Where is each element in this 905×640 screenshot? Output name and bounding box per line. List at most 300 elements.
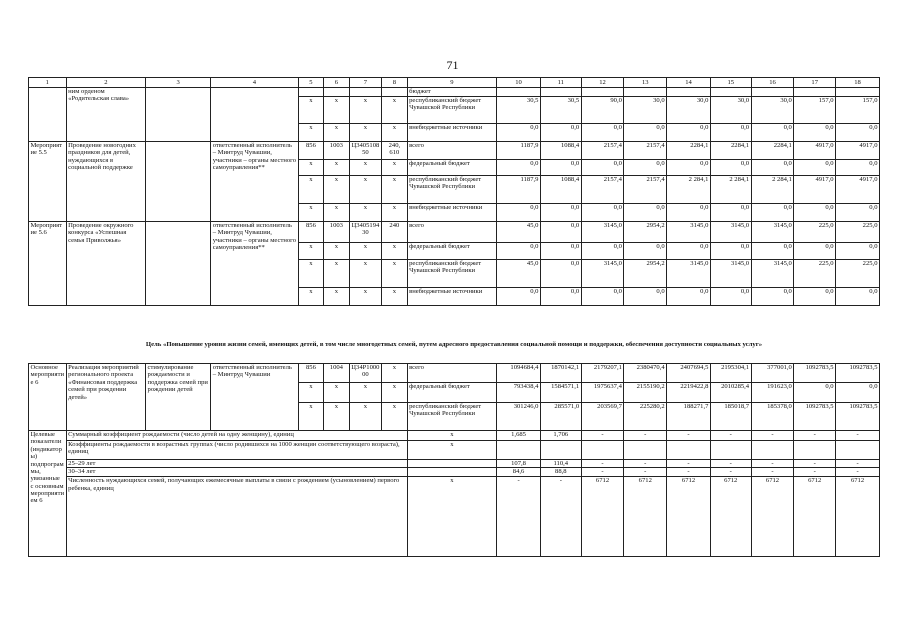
indicator-value-cell: 107,8 <box>497 460 541 468</box>
header-cell: 9 <box>407 78 497 88</box>
indicator-value-cell: - <box>710 431 751 441</box>
value-cell: 0,0 <box>497 204 541 222</box>
value-cell: 90,0 <box>581 97 624 124</box>
indicator-value-cell: - <box>710 460 751 468</box>
header-cell: 7 <box>349 78 382 88</box>
indicator-value-cell: - <box>540 477 581 557</box>
value-cell: 2155190,2 <box>624 383 667 403</box>
value-cell: 0,0 <box>540 124 581 142</box>
budget-table <box>28 77 880 306</box>
section-code-cell <box>324 88 349 97</box>
section-code-cell: 1004 <box>324 364 349 383</box>
funding-source-cell: федеральный бюджет <box>407 383 497 403</box>
value-cell: 45,0 <box>497 222 541 243</box>
indicator-value-cell: 6712 <box>581 477 624 557</box>
section-code-cell: 1003 <box>324 142 349 160</box>
value-cell: 30,0 <box>751 97 794 124</box>
indicator-value-cell <box>751 441 794 460</box>
funding-source-cell: федеральный бюджет <box>407 160 497 176</box>
header-cell: 1 <box>29 78 67 88</box>
value-cell: 0,0 <box>751 288 794 306</box>
measure-id-cell: Мероприятие 5.5 <box>29 142 67 222</box>
value-cell: 30,0 <box>624 97 667 124</box>
value-cell: 0,0 <box>540 260 581 288</box>
value-cell: 2157,4 <box>624 142 667 160</box>
target-article-cell: x <box>349 124 382 142</box>
target-article-cell: x <box>349 243 382 260</box>
value-cell: 225,0 <box>794 260 836 288</box>
indicator-value-cell <box>540 441 581 460</box>
value-cell: 0,0 <box>751 243 794 260</box>
indicator-value-cell: - <box>581 460 624 468</box>
value-cell: 2157,4 <box>581 176 624 204</box>
indicator-value-cell: - <box>624 460 667 468</box>
value-cell: 203569,7 <box>581 403 624 431</box>
page-number: 71 <box>446 58 459 72</box>
continued-section <box>29 88 880 142</box>
value-cell: 0,0 <box>581 204 624 222</box>
value-cell: 2 284,1 <box>710 176 751 204</box>
target-article-cell: x <box>349 383 382 403</box>
value-cell: 1975637,4 <box>581 383 624 403</box>
target-article-cell: x <box>349 176 382 204</box>
expense-group-cell: 240 <box>382 222 407 243</box>
header-cell: 10 <box>497 78 541 88</box>
indicator-value-cell: 6712 <box>624 477 667 557</box>
indicator-value-cell <box>497 441 541 460</box>
value-cell: 2954,2 <box>624 260 667 288</box>
header-cell: 15 <box>710 78 751 88</box>
section-code-cell: x <box>324 403 349 431</box>
value-cell: 0,0 <box>794 288 836 306</box>
expense-group-cell: x <box>382 260 407 288</box>
indicator-value-cell: - <box>794 460 836 468</box>
value-cell: 3145,0 <box>710 260 751 288</box>
funding-source-cell: бюджет <box>407 88 497 97</box>
value-cell: 2284,1 <box>710 142 751 160</box>
value-cell <box>667 88 711 97</box>
value-cell: 0,0 <box>710 243 751 260</box>
header-cell: 8 <box>382 78 407 88</box>
value-cell: 1092783,5 <box>836 403 880 431</box>
indicator-value-cell <box>581 441 624 460</box>
indicator-value-cell <box>667 441 711 460</box>
measure-5-5-section <box>29 142 880 222</box>
table-row <box>29 222 880 243</box>
value-cell: 3145,0 <box>581 260 624 288</box>
value-cell: 4917,0 <box>794 142 836 160</box>
indicator-value-cell: 6712 <box>751 477 794 557</box>
grbs-cell: 856 <box>298 222 323 243</box>
value-cell: 3145,0 <box>667 222 711 243</box>
expense-group-cell: x <box>382 160 407 176</box>
value-cell: 157,0 <box>794 97 836 124</box>
grbs-cell: x <box>298 176 323 204</box>
executor-cell: ответственный исполнитель – Минтруд Чувашии, участники – органы местного самоуправления** <box>211 222 299 306</box>
target-article-cell: x <box>349 160 382 176</box>
value-cell: 0,0 <box>794 383 836 403</box>
table-row <box>29 441 880 460</box>
header-cell: 12 <box>581 78 624 88</box>
value-cell: 0,0 <box>667 204 711 222</box>
value-cell: 0,0 <box>624 204 667 222</box>
value-cell: 1584571,1 <box>540 383 581 403</box>
goal-heading: Цель «Повышение уровня жизни семей, имеющих детей, в том числе многодетных семей, путем адресного предоставления социальной помощи и поддержки, обеспечения доступности социальных услуг» <box>145 341 763 348</box>
expense-group-cell: x <box>382 204 407 222</box>
value-cell: 0,0 <box>836 160 880 176</box>
grbs-cell <box>298 88 323 97</box>
measure-id-cell <box>29 88 67 142</box>
indicator-value-cell: - <box>836 468 880 477</box>
value-cell: 2179207,1 <box>581 364 624 383</box>
value-cell: 0,0 <box>667 288 711 306</box>
expense-group-cell: x <box>382 364 407 383</box>
section-code-cell: x <box>324 176 349 204</box>
target-article-cell <box>349 88 382 97</box>
grbs-cell: 856 <box>298 364 323 383</box>
value-cell: 0,0 <box>667 124 711 142</box>
header-cell: 2 <box>66 78 145 88</box>
value-cell: 2157,4 <box>581 142 624 160</box>
value-cell: 45,0 <box>497 260 541 288</box>
header-cell: 14 <box>667 78 711 88</box>
expense-group-cell: x <box>382 124 407 142</box>
main-measure-table <box>28 363 880 557</box>
indicator-value-cell: 6712 <box>794 477 836 557</box>
value-cell: 377001,0 <box>751 364 794 383</box>
value-cell: 2195304,1 <box>710 364 751 383</box>
value-cell: 2 284,1 <box>751 176 794 204</box>
indicator-value-cell: - <box>581 431 624 441</box>
value-cell <box>751 88 794 97</box>
value-cell: 3145,0 <box>667 260 711 288</box>
section-code-cell: x <box>324 243 349 260</box>
value-cell: 3145,0 <box>581 222 624 243</box>
indicator-name-cell: Суммарный коэффициент рождаемости (число детей на одну женщину), единиц <box>66 431 407 441</box>
header-cell: 18 <box>836 78 880 88</box>
funding-source-cell: внебюджетные источники <box>407 124 497 142</box>
indicator-value-cell: - <box>624 431 667 441</box>
indicator-x-cell: x <box>407 441 497 460</box>
value-cell: 191623,0 <box>751 383 794 403</box>
value-cell <box>497 88 541 97</box>
section-code-cell: 1003 <box>324 222 349 243</box>
expense-group-cell: x <box>382 403 407 431</box>
funding-source-cell: внебюджетные источники <box>407 288 497 306</box>
expense-group-cell: 240, 610 <box>382 142 407 160</box>
indicator-value-cell: 6712 <box>710 477 751 557</box>
target-article-cell: Ц340510850 <box>349 142 382 160</box>
section-code-cell: x <box>324 124 349 142</box>
target-indicators-section <box>29 431 880 557</box>
executor-cell: ответственный исполнитель – Минтруд Чувашии <box>211 364 299 431</box>
measure-name-cell: Проведение окружного конкурса «Успешная семья Приволжья» <box>66 222 145 306</box>
indicator-value-cell: - <box>624 468 667 477</box>
target-article-cell: Ц34Р100000 <box>349 364 382 383</box>
header-cell: 17 <box>794 78 836 88</box>
value-cell: 2219422,8 <box>667 383 711 403</box>
value-cell: 0,0 <box>710 160 751 176</box>
executor-cell: ответственный исполнитель – Минтруд Чувашии, участники – органы местного самоуправления** <box>211 142 299 222</box>
value-cell: 1088,4 <box>540 176 581 204</box>
target-article-cell: x <box>349 260 382 288</box>
header-cell: 3 <box>146 78 211 88</box>
value-cell: 285571,0 <box>540 403 581 431</box>
indicator-value-cell: - <box>751 468 794 477</box>
value-cell: 1187,9 <box>497 142 541 160</box>
value-cell: 0,0 <box>540 222 581 243</box>
value-cell: 0,0 <box>836 243 880 260</box>
value-cell: 225280,2 <box>624 403 667 431</box>
value-cell: 188271,7 <box>667 403 711 431</box>
value-cell: 0,0 <box>581 288 624 306</box>
funding-source-cell: федеральный бюджет <box>407 243 497 260</box>
value-cell: 0,0 <box>710 204 751 222</box>
funding-source-cell: республиканский бюджет Чувашской Республики <box>407 260 497 288</box>
header-cell: 4 <box>211 78 299 88</box>
header-cell: 16 <box>751 78 794 88</box>
value-cell: 0,0 <box>836 288 880 306</box>
header-cell: 11 <box>540 78 581 88</box>
value-cell: 2284,1 <box>751 142 794 160</box>
value-cell: 0,0 <box>710 124 751 142</box>
value-cell: 1092783,5 <box>836 364 880 383</box>
value-cell: 225,0 <box>794 222 836 243</box>
indicators-label-cell: Целевые показатели (индикаторы) подпрограммы, увязанные с основным мероприятием 6 <box>29 431 67 557</box>
value-cell: 30,0 <box>710 97 751 124</box>
table-row <box>29 460 880 468</box>
value-cell: 30,5 <box>540 97 581 124</box>
value-cell: 1187,9 <box>497 176 541 204</box>
target-article-cell: x <box>349 288 382 306</box>
indicator-value-cell: 84,6 <box>497 468 541 477</box>
indicator-value-cell: - <box>836 431 880 441</box>
grbs-cell: x <box>298 383 323 403</box>
purpose-cell <box>146 142 211 222</box>
measure-name-cell: Проведение новогодних праздников для детей, нуждающихся в социальной поддержке <box>66 142 145 222</box>
value-cell: 0,0 <box>624 288 667 306</box>
indicator-value-cell: - <box>751 460 794 468</box>
value-cell: 0,0 <box>497 288 541 306</box>
value-cell: 0,0 <box>794 160 836 176</box>
expense-group-cell: x <box>382 97 407 124</box>
indicator-value-cell: 1,706 <box>540 431 581 441</box>
value-cell: 0,0 <box>581 124 624 142</box>
value-cell <box>710 88 751 97</box>
table-row <box>29 364 880 383</box>
value-cell: 0,0 <box>581 243 624 260</box>
target-article-cell: x <box>349 97 382 124</box>
value-cell <box>794 88 836 97</box>
indicator-value-cell: 1,685 <box>497 431 541 441</box>
value-cell: 0,0 <box>497 124 541 142</box>
grbs-cell: x <box>298 260 323 288</box>
value-cell: 2 284,1 <box>667 176 711 204</box>
expense-group-cell: x <box>382 243 407 260</box>
indicator-value-cell: - <box>751 431 794 441</box>
value-cell: 2407694,5 <box>667 364 711 383</box>
indicator-value-cell: - <box>667 431 711 441</box>
indicator-name-cell: 30–34 лет <box>66 468 407 477</box>
value-cell: 3145,0 <box>751 260 794 288</box>
table-row <box>29 431 880 441</box>
header-cell: 6 <box>324 78 349 88</box>
value-cell: 0,0 <box>667 243 711 260</box>
expense-group-cell: x <box>382 176 407 204</box>
grbs-cell: x <box>298 288 323 306</box>
funding-source-cell: всего <box>407 222 497 243</box>
indicator-value-cell <box>710 441 751 460</box>
value-cell: 2380470,4 <box>624 364 667 383</box>
grbs-cell: x <box>298 97 323 124</box>
value-cell: 0,0 <box>497 243 541 260</box>
value-cell: 0,0 <box>794 243 836 260</box>
value-cell: 1092783,5 <box>794 403 836 431</box>
value-cell: 1870142,1 <box>540 364 581 383</box>
value-cell: 0,0 <box>540 243 581 260</box>
funding-source-cell: всего <box>407 364 497 383</box>
value-cell: 793438,4 <box>497 383 541 403</box>
value-cell: 185378,0 <box>751 403 794 431</box>
indicator-value-cell: 88,8 <box>540 468 581 477</box>
value-cell: 0,0 <box>751 160 794 176</box>
funding-source-cell: внебюджетные источники <box>407 204 497 222</box>
section-code-cell: x <box>324 204 349 222</box>
grbs-cell: x <box>298 204 323 222</box>
purpose-cell: стимулирование рождаемости и поддержка семей при рождении детей <box>146 364 211 431</box>
indicator-name-cell: Коэффициенты рождаемости в возрастных группах (число родившихся на 1000 женщин соответствующего возраста), единиц <box>66 441 407 460</box>
indicator-value-cell: 6712 <box>836 477 880 557</box>
measure-5-6-section <box>29 222 880 306</box>
value-cell <box>836 88 880 97</box>
value-cell: 4917,0 <box>836 142 880 160</box>
header-cell: 5 <box>298 78 323 88</box>
grbs-cell: x <box>298 243 323 260</box>
indicator-value-cell: - <box>794 468 836 477</box>
grbs-cell: x <box>298 124 323 142</box>
value-cell: 301246,0 <box>497 403 541 431</box>
indicator-name-cell: Численность нуждающихся семей, получающих ежемесячные выплаты в связи с рождением (усыновлением) первого ребенка, единиц <box>66 477 407 557</box>
indicator-value-cell <box>836 441 880 460</box>
value-cell: 1094684,4 <box>497 364 541 383</box>
purpose-cell <box>146 88 211 142</box>
section-code-cell: x <box>324 260 349 288</box>
value-cell: 0,0 <box>624 243 667 260</box>
value-cell: 0,0 <box>794 204 836 222</box>
indicator-value-cell: 6712 <box>667 477 711 557</box>
purpose-cell <box>146 222 211 306</box>
value-cell: 0,0 <box>540 160 581 176</box>
value-cell: 0,0 <box>710 288 751 306</box>
value-cell: 0,0 <box>540 204 581 222</box>
value-cell: 1088,4 <box>540 142 581 160</box>
indicator-x-cell <box>407 460 497 468</box>
value-cell: 0,0 <box>751 204 794 222</box>
indicator-x-cell: x <box>407 431 497 441</box>
value-cell: 225,0 <box>836 222 880 243</box>
value-cell: 2157,4 <box>624 176 667 204</box>
indicator-value-cell: - <box>710 468 751 477</box>
section-code-cell: x <box>324 97 349 124</box>
value-cell: 0,0 <box>836 124 880 142</box>
indicator-value-cell: - <box>581 468 624 477</box>
value-cell <box>540 88 581 97</box>
section-code-cell: x <box>324 383 349 403</box>
funding-source-cell: всего <box>407 142 497 160</box>
table-row <box>29 88 880 97</box>
value-cell: 0,0 <box>836 383 880 403</box>
target-article-cell: Ц340519430 <box>349 222 382 243</box>
indicator-x-cell <box>407 468 497 477</box>
section-code-cell: x <box>324 160 349 176</box>
value-cell: 2284,1 <box>667 142 711 160</box>
value-cell: 0,0 <box>624 124 667 142</box>
grbs-cell: x <box>298 160 323 176</box>
value-cell: 4917,0 <box>794 176 836 204</box>
funding-source-cell: республиканский бюджет Чувашской Республики <box>407 403 497 431</box>
value-cell: 0,0 <box>751 124 794 142</box>
value-cell: 4917,0 <box>836 176 880 204</box>
value-cell: 1092783,5 <box>794 364 836 383</box>
value-cell: 0,0 <box>667 160 711 176</box>
value-cell: 2954,2 <box>624 222 667 243</box>
value-cell: 30,5 <box>497 97 541 124</box>
value-cell <box>624 88 667 97</box>
header-cell: 13 <box>624 78 667 88</box>
section-code-cell: x <box>324 288 349 306</box>
measure-id-cell: Мероприятие 5.6 <box>29 222 67 306</box>
funding-source-cell: республиканский бюджет Чувашской Республики <box>407 97 497 124</box>
value-cell: 0,0 <box>624 160 667 176</box>
table-row <box>29 468 880 477</box>
value-cell <box>581 88 624 97</box>
value-cell: 3145,0 <box>710 222 751 243</box>
value-cell: 225,0 <box>836 260 880 288</box>
indicator-value-cell <box>794 441 836 460</box>
value-cell: 157,0 <box>836 97 880 124</box>
indicator-value-cell: - <box>497 477 541 557</box>
value-cell: 0,0 <box>794 124 836 142</box>
table-row <box>29 142 880 160</box>
target-article-cell: x <box>349 403 382 431</box>
executor-cell <box>211 88 299 142</box>
target-article-cell: x <box>349 204 382 222</box>
indicator-name-cell: 25–29 лет <box>66 460 407 468</box>
measure-id-cell: Основное мероприятие 6 <box>29 364 67 431</box>
value-cell: 0,0 <box>836 204 880 222</box>
indicator-value-cell: 110,4 <box>540 460 581 468</box>
grbs-cell: x <box>298 403 323 431</box>
value-cell: 30,0 <box>667 97 711 124</box>
table-row <box>29 477 880 557</box>
value-cell: 2010285,4 <box>710 383 751 403</box>
expense-group-cell <box>382 88 407 97</box>
main-measure-6-section <box>29 364 880 431</box>
indicator-value-cell: - <box>667 468 711 477</box>
grbs-cell: 856 <box>298 142 323 160</box>
header-row <box>29 78 880 88</box>
indicator-value-cell: - <box>667 460 711 468</box>
indicator-x-cell: x <box>407 477 497 557</box>
funding-source-cell: республиканский бюджет Чувашской Республики <box>407 176 497 204</box>
expense-group-cell: x <box>382 383 407 403</box>
indicator-value-cell: - <box>836 460 880 468</box>
indicator-value-cell: - <box>794 431 836 441</box>
expense-group-cell: x <box>382 288 407 306</box>
indicator-value-cell <box>624 441 667 460</box>
measure-name-cell: Реализация мероприятий регионального проекта «Финансовая поддержка семей при рождении детей» <box>66 364 145 431</box>
measure-name-cell: ним орденом «Родительская слава» <box>66 88 145 142</box>
